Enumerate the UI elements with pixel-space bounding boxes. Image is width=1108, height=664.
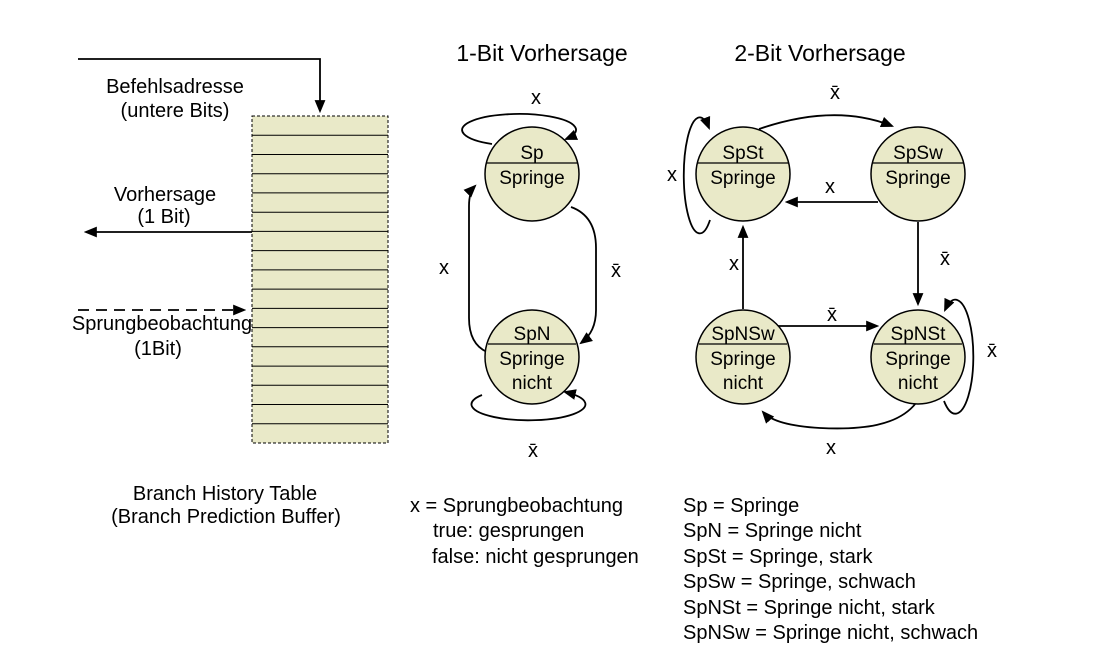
observation-label-line1: Sprungbeobachtung [71, 313, 253, 335]
edge-label-spnst-to-spnsw: x [826, 437, 836, 459]
edge-spst-to-spsw [759, 115, 892, 129]
state-spn-line1: Springe [499, 349, 565, 370]
legend-state-spst: SpSt = Springe, stark [683, 546, 873, 568]
address-label-line2: (untere Bits) [120, 100, 230, 122]
state-sp-abbr: Sp [520, 143, 544, 164]
edge-label-spsw-to-spst: x [825, 176, 835, 198]
edge-spnst-to-spnsw [763, 403, 916, 428]
state-spnsw-line2: nicht [722, 373, 764, 394]
state-spn-abbr: SpN [513, 324, 551, 345]
two-bit-title: 2-Bit Vorhersage [734, 40, 906, 66]
edge-label-spn-self: x̄ [528, 440, 538, 462]
one-bit-diagram [439, 40, 628, 462]
legend-x-block [410, 495, 639, 568]
legend-states-block [683, 495, 978, 644]
edge-label-spn-to-sp: x [439, 257, 449, 279]
state-spst-line1: Springe [710, 168, 776, 189]
edge-label-spnst-self: x̄ [987, 340, 997, 362]
observation-label-line2: (1Bit) [134, 338, 182, 360]
legend-state-spnst: SpNSt = Springe nicht, stark [683, 597, 935, 619]
edge-label-spst-to-spsw: x̄ [830, 82, 840, 104]
legend-x-line1: x = Sprungbeobachtung [410, 495, 623, 517]
edge-label-spnsw-to-spst: x [729, 253, 739, 275]
legend-state-sp: Sp = Springe [683, 495, 800, 517]
edge-label-spsw-to-spnst: x̄ [940, 248, 950, 270]
state-spn-line2: nicht [511, 373, 553, 394]
state-spsw-abbr: SpSw [893, 143, 943, 164]
bht-block [72, 59, 388, 528]
bht-table [252, 116, 388, 443]
state-spnst-line1: Springe [885, 349, 951, 370]
legend-state-spn: SpN = Springe nicht [683, 520, 862, 542]
state-spnst-line2: nicht [897, 373, 939, 394]
edge-label-sp-self: x [531, 87, 541, 109]
bht-caption-line1: Branch History Table [132, 483, 318, 505]
two-bit-diagram [667, 40, 997, 459]
legend-state-spnsw: SpNSw = Springe nicht, schwach [683, 622, 979, 644]
state-sp-line1: Springe [499, 168, 565, 189]
prediction-label-line1: Vorhersage [113, 184, 217, 206]
state-spnsw-abbr: SpNSw [711, 324, 775, 345]
address-label-line1: Befehlsadresse [106, 76, 244, 98]
edge-sp-to-spn [571, 207, 596, 343]
legend-state-spsw: SpSw = Springe, schwach [683, 571, 916, 593]
state-spst-abbr: SpSt [722, 143, 764, 164]
bht-caption-line2: (Branch Prediction Buffer) [111, 506, 341, 528]
state-spnst-abbr: SpNSt [890, 324, 946, 345]
edge-spn-to-sp [469, 186, 487, 352]
state-spnsw-line1: Springe [710, 349, 776, 370]
legend-x-line3: false: nicht gesprungen [432, 546, 639, 568]
edge-label-sp-to-spn: x̄ [611, 260, 621, 282]
prediction-label-line2: (1 Bit) [137, 206, 191, 228]
one-bit-title: 1-Bit Vorhersage [456, 40, 628, 66]
edge-label-spnsw-to-spnst: x̄ [827, 304, 837, 326]
state-spsw-line1: Springe [885, 168, 951, 189]
edge-label-spst-self: x [667, 164, 677, 186]
legend-x-line2: true: gesprungen [433, 520, 585, 542]
